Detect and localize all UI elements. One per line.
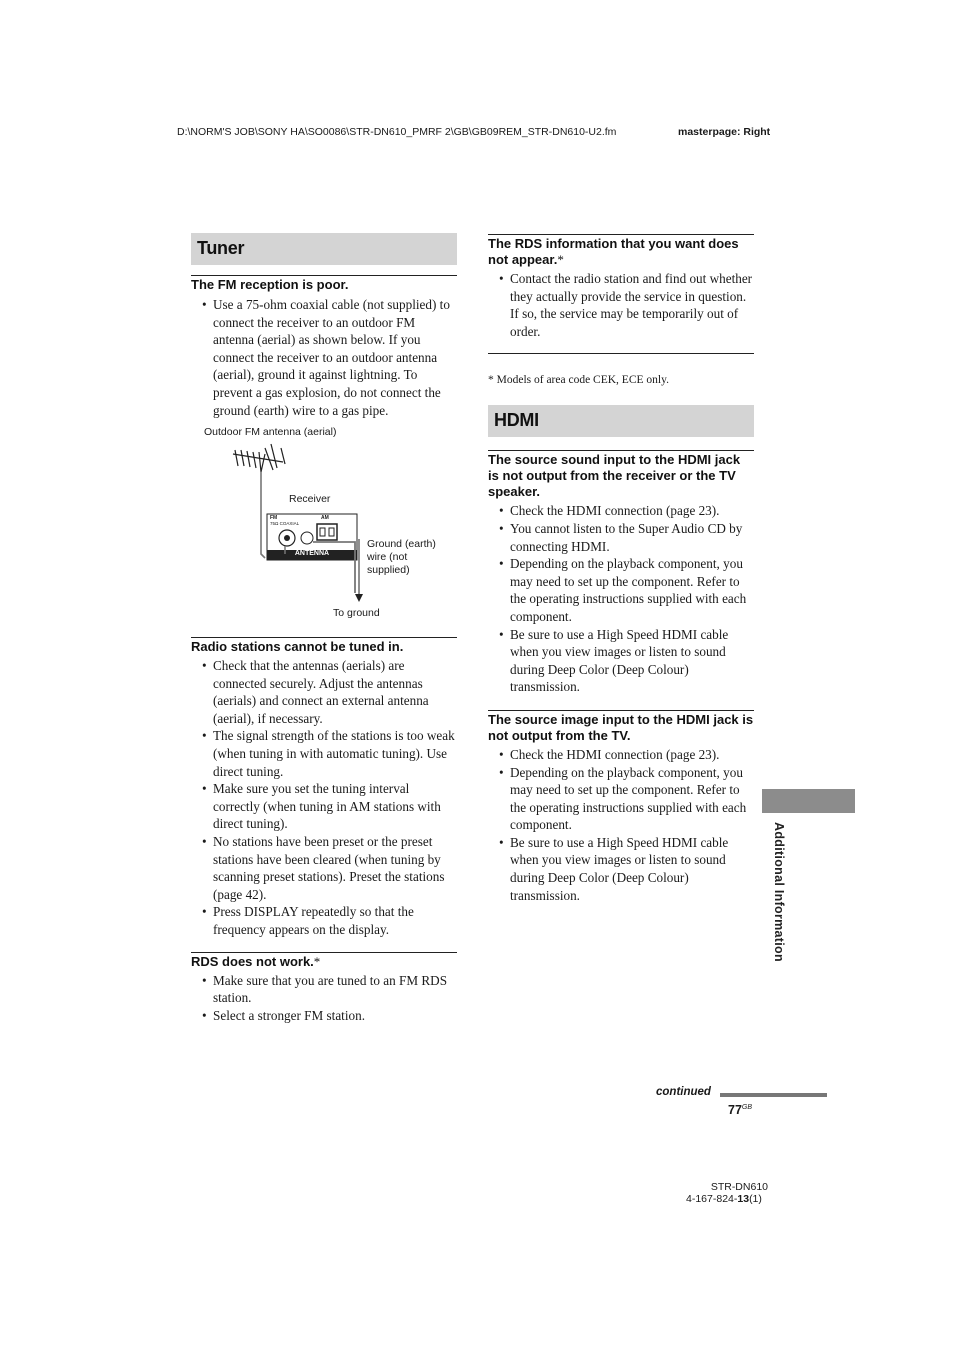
list-item: • Select a stronger FM station. — [191, 1007, 457, 1025]
am-label: AM — [321, 515, 329, 521]
footnote: * Models of area code CEK, ECE only. — [488, 374, 669, 387]
list-item: • Be sure to use a High Speed HDMI cable when you view images or listen to sound during Deep Color (Deep Colour) transmission. — [488, 626, 754, 696]
continued-rule — [720, 1093, 827, 1097]
list-item: • Press DISPLAY repeatedly so that the frequency appears on the display. — [191, 903, 457, 938]
antenna-connection-diagram — [225, 442, 455, 622]
list-item: • Contact the radio station and find out whether they actually provide the service in question. If so, the service may be temporarily out of order. — [488, 270, 754, 340]
list-item: • Depending on the playback component, you may need to set up the component. Refer to the operating instructions supplied with each component. — [488, 764, 754, 834]
coax-label: 75Ω COAXIAL — [270, 521, 300, 526]
topic-title: The source image input to the HDMI jack is not output from the TV. — [488, 711, 754, 743]
list-item: • No stations have been preset or the preset stations have been cleared (when tuning by scanning preset stations). Preset the stations (page 42). — [191, 833, 457, 903]
topic-cannot-tune — [191, 637, 457, 939]
list-item: • Use a 75-ohm coaxial cable (not supplied) to connect the receiver to an outdoor FM antenna (aerial) as shown below. If you connect the receiver to an outdoor antenna (aerial), ground it against lightning. To prevent a gas explosion, do not connect the ground (earth) wire to a gas pipe. — [191, 296, 457, 419]
topic-title: The source sound input to the HDMI jack is not output from the receiver or the TV speaker. — [488, 452, 741, 500]
list-item: • Check the HDMI connection (page 23). — [488, 502, 754, 520]
list-item: • Depending on the playback component, you may need to set up the component. Refer to the operating instructions supplied with each component. — [488, 555, 754, 625]
left-column-lower — [191, 637, 457, 1024]
coaxial-cable — [261, 472, 265, 558]
antenna-label: ANTENNA — [294, 550, 330, 557]
section-thumb-tab — [762, 789, 855, 813]
tuner-section — [191, 233, 457, 419]
fm-antenna-icon — [233, 444, 285, 472]
masterpage-label: masterpage: Right — [678, 126, 771, 138]
receiver-label: Receiver — [289, 493, 331, 505]
list-item: • The signal strength of the stations is too weak (when tuning in with automatic tuning). Use direct tuning. — [191, 727, 457, 780]
ground-terminal — [301, 532, 313, 544]
list-item: • Be sure to use a High Speed HDMI cable when you view images or listen to sound during Deep Color (Deep Colour) transmission. — [488, 834, 754, 904]
topic-title: The FM reception is poor. — [191, 277, 349, 292]
list-item: • You cannot listen to the Super Audio CD by connecting HDMI. — [488, 520, 754, 555]
list-item: • Make sure that you are tuned to an FM RDS station. — [191, 972, 457, 1007]
topic-title: Radio stations cannot be tuned in. — [191, 639, 404, 654]
list-item: • Check that the antennas (aerials) are connected securely. Adjust the antennas (aerials) and connect an external antenna (aerial), if necessary. — [191, 657, 457, 727]
to-ground-label: To ground — [333, 607, 380, 619]
right-column — [488, 234, 754, 904]
hdmi-section-heading: HDMI — [488, 405, 754, 437]
list-item: • Check the HDMI connection (page 23). — [488, 746, 754, 764]
topic-rds-not-work — [191, 952, 457, 1025]
fm-label: FM — [270, 515, 278, 521]
topic-hdmi-image — [488, 710, 754, 904]
antenna-caption: Outdoor FM antenna (aerial) — [204, 426, 337, 438]
divider — [488, 353, 754, 354]
ground-arrow — [355, 594, 363, 602]
topic-title: RDS does not work.* — [191, 953, 321, 969]
ground-wire-label: Ground (earth) wire (not supplied) — [367, 538, 436, 576]
document-file-path: D:\NORM'S JOB\SONY HA\SO0086\STR-DN610_PMRF 2\GB\GB09REM_STR-DN610-U2.fm — [177, 126, 617, 138]
tuner-section-heading: Tuner — [191, 233, 457, 265]
side-section-label: Additional Information — [772, 822, 786, 962]
list-item: • Make sure you set the tuning interval correctly (when tuning in AM stations with direct tuning). — [191, 780, 457, 833]
topic-rds-info — [488, 234, 754, 340]
part-number: 4-167-824-13(1) — [686, 1193, 762, 1205]
topic-fm-reception — [191, 275, 457, 419]
topic-hdmi-sound — [488, 450, 754, 696]
page-number: $77^{GB}$ — [728, 1103, 753, 1117]
continued-label: continued — [656, 1086, 711, 1098]
topic-title: The RDS information that you want does not appear.* — [488, 236, 739, 267]
model-number: STR-DN610 — [710, 1181, 768, 1193]
